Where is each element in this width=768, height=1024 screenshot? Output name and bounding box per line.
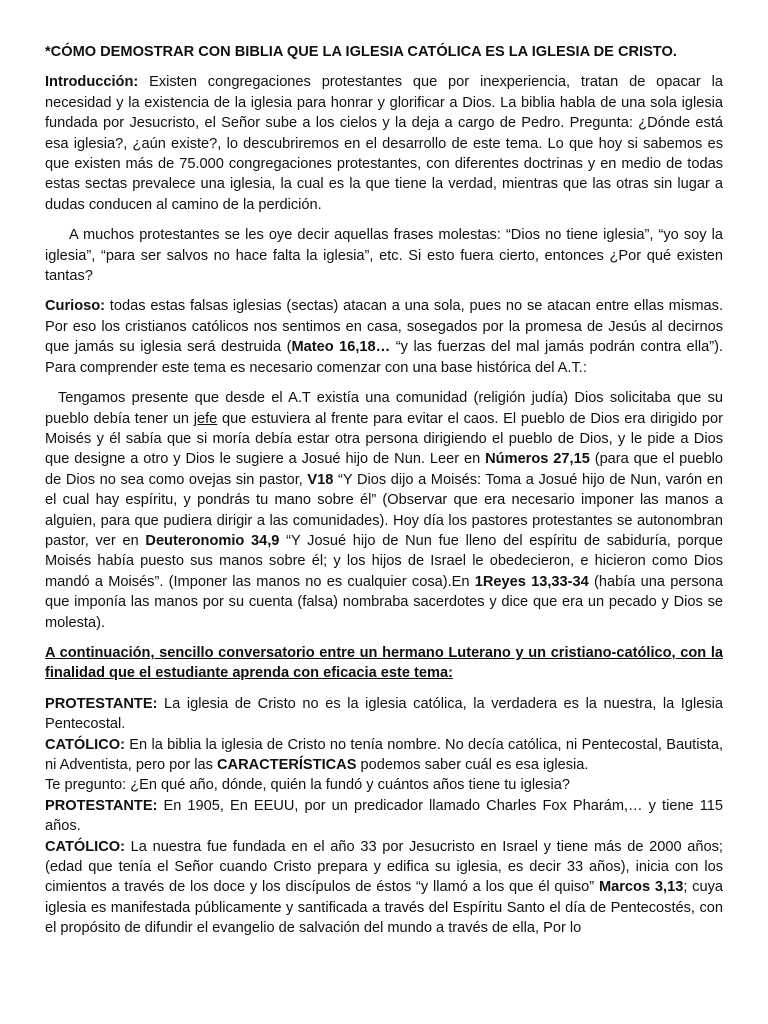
dialogue-text: ; cuya iglesia es manifestada públicamente y santificada a través del Espíritu Santo el día de Pentecostés, con el propósito de difundir el evangelio de salvación del mundo a través de ella, Por lo <box>45 879 724 937</box>
curioso-label: Curioso: <box>45 298 105 315</box>
ref-v18: V18 <box>307 471 334 488</box>
dialogue-catolico-1 <box>45 735 723 776</box>
history-text-6: (había una persona que imponía las manos por su cuenta (falsa) nombraba sacerdotes y dice que era un pecado y Dios se molesta). <box>45 573 723 631</box>
curioso-text-2: “y las fuerzas del mal jamás podrán contra ella”). Para comprender este tema es necesario comenzar con una base histórica del A.T.: <box>45 339 723 376</box>
dialogue-catolico-2 <box>45 837 723 939</box>
document-page <box>45 42 723 939</box>
history-paragraph <box>45 388 723 633</box>
speaker-catolico: CATÓLICO: <box>45 736 125 753</box>
history-text-1: Tengamos presente que desde el A.T existía una comunidad (religión judía) Dios solicitaba que su pueblo debía tener un <box>45 390 723 427</box>
curioso-paragraph <box>45 296 723 378</box>
speaker-catolico: CATÓLICO: <box>45 838 125 855</box>
jefe-underlined: jefe <box>193 410 218 427</box>
history-text-5: “Y Josué hijo de Nun fue lleno del espíritu de sabiduría, porque Moisés había puesto sus manos sobre él; y los hijos de Israel le obedecieron, e hicieron como Dios mandó a Moisés”. (Imponer las manos no es cualquier cosa).En <box>45 532 723 590</box>
history-text-3: (para que el pueblo de Dios no sea como ovejas sin pastor, <box>45 451 723 488</box>
intro-label: Introducción: <box>45 74 139 91</box>
paragraph-phrases: A muchos protestantes se les oye decir aquellas frases molestas: “Dios no tiene iglesia”, “yo soy la iglesia”, “para ser salvos no hace falta la iglesia”, etc. Si esto fuera cierto, entonces ¿Por qué existen tantas? <box>45 227 723 285</box>
curioso-text-1: todas estas falsas iglesias (sectas) atacan a una sola, pues no se atacan entre ellas mismas. Por eso los cristianos católicos nos sentimos en casa, sosegados por la promesa de Jesús al decirnos que jamás su iglesia será destruida ( <box>45 298 723 356</box>
ref-marcos: Marcos 3,13 <box>598 879 684 896</box>
dialogue-question: Te pregunto: ¿En qué año, dónde, quién la fundó y cuántos años tiene tu iglesia? <box>45 777 570 794</box>
ref-deuteronomio: Deuteronomio 34,9 <box>145 532 280 549</box>
intro-paragraph <box>45 72 723 215</box>
intro-text: Existen congregaciones protestantes que por inexperiencia, tratan de opacar la necesidad y la existencia de la iglesia para honrar y glorificar a Dios. La biblia habla de una sola iglesia fundada por Jesucristo, el Señor sube a los cielos y la deja a cargo de Pedro. Pregunta: ¿Dónde está esa iglesia?, ¿aún existe?, lo descubriremos en el desarrollo de este tema. Lo que hoy si sabemos es que existen más de 75.000 congregaciones protestantes, con diferentes doctrinas y en medio de todas estas sectas prevalece una iglesia, la cual es la que tiene la verdad, mientras que las otras sin lugar a dudas conducen al camino de la perdición. <box>45 74 723 213</box>
dialogue-protestante-2 <box>45 796 723 837</box>
ref-numeros: Números 27,15 <box>485 451 590 468</box>
caracteristicas-bold: CARACTERÍSTICAS <box>216 757 357 773</box>
ref-mateo: Mateo 16,18… <box>291 339 391 356</box>
document-title: *CÓMO DEMOSTRAR CON BIBLIA QUE LA IGLESIA CATÓLICA ES LA IGLESIA DE CRISTO. <box>45 44 677 60</box>
dialogue <box>45 694 723 939</box>
history-text-4: “Y Dios dijo a Moisés: Toma a Josué hijo de Nun, varón en el cual hay espíritu, y pondrás tu mano sobre él” (Observar que era necesario imponer las manos a alguien, para que pudiera dirigir a las comunidades). Hoy día los pastores protestantes se autonombran pastor, ver en <box>45 471 723 549</box>
section-heading: A continuación, sencillo conversatorio entre un hermano Luterano y un cristiano-católico, con la finalidad que el estudiante aprenda con eficacia este tema: <box>45 644 723 682</box>
speaker-protestante: PROTESTANTE: <box>45 695 158 712</box>
dialogue-text: En 1905, En EEUU, por un predicador llamado Charles Fox Pharám,… y tiene 115 años. <box>45 797 723 835</box>
speaker-protestante: PROTESTANTE: <box>45 797 158 814</box>
dialogue-text: podemos saber cuál es esa iglesia. <box>356 757 589 773</box>
dialogue-text: La nuestra fue fundada en el año 33 por Jesucristo en Israel y tiene más de 2000 años; (edad que tenía el Señor cuando Cristo prepara y edifica su iglesia, es decir 33 años), inicia con los cimientos a través de los doce y los discípulos de éstos “y llamó a los que él quiso” <box>45 838 723 896</box>
ref-reyes: 1Reyes 13,33-34 <box>474 573 589 590</box>
dialogue-text: En la biblia la iglesia de Cristo no tenía nombre. No decía católica, ni Pentecostal, Bautista, ni Adventista, pero por las <box>45 736 723 773</box>
dialogue-protestante-1 <box>45 694 723 735</box>
dialogue-text: La iglesia de Cristo no es la iglesia católica, la verdadera es la nuestra, la Iglesia Pentecostal. <box>45 695 723 733</box>
history-text-2: que estuviera al frente para evitar el caos. El pueblo de Dios era dirigido por Moisés y él sabía que si moría debía estar otra persona dirigiendo el pueblo de Dios, y le pide a Dios que designe a otro y Dios le sugiere a Josué hijo de Nun. Leer en <box>45 410 723 468</box>
